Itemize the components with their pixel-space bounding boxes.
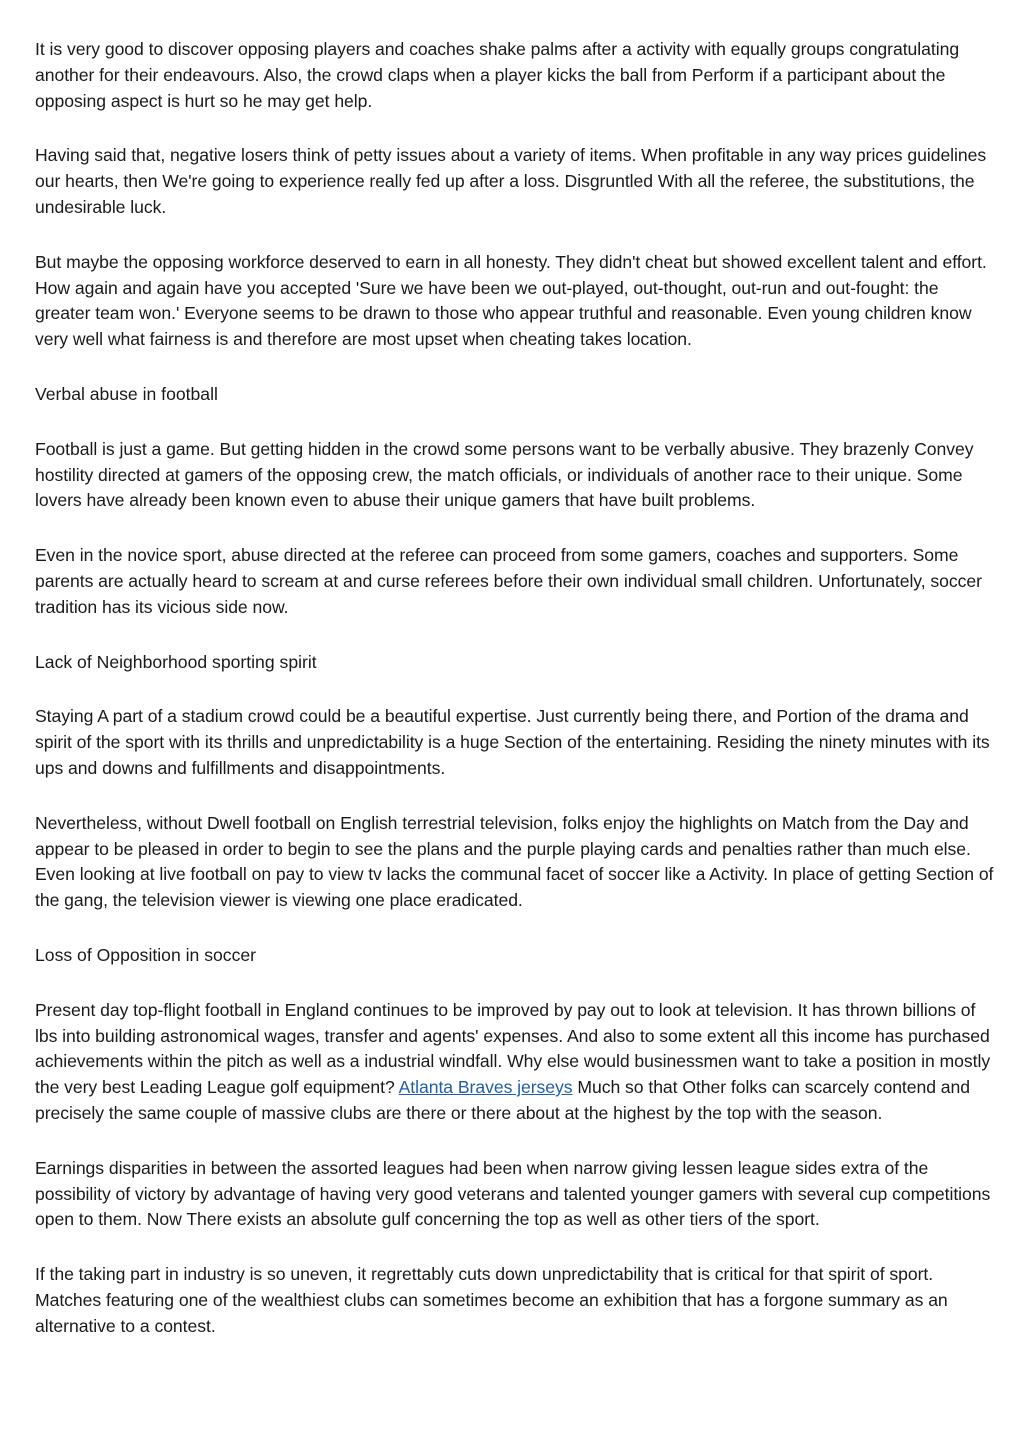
paragraph-bad-losers: Having said that, negative losers think of petty issues about a variety of items. When profitable in any way prices guidelines our hearts, then We're going to experience really fed up after a loss. Disgruntled With all the referee, the substitutions, the undesirable luck.	[35, 145, 987, 217]
atlanta-braves-jerseys-link[interactable]: Atlanta Braves jerseys	[398, 1077, 573, 1098]
paragraph-uneven-industry: If the taking part in industry is so uneven, it regrettably cuts down unpredictability that is critical for that spirit of sport. Matches featuring one of the wealthiest clubs can sometimes become an exhibition that has a forgone summary as an alternative to a contest.	[35, 1264, 948, 1336]
paragraph-stadium-crowd: Staying A part of a stadium crowd could be a beautiful expertise. Just currently being there, and Portion of the drama and spirit of the sport with its thrills and unpredictability is a huge Section of the entertaining. Residing the ninety minutes with its ups and downs and fulfillments and disappointments.	[35, 706, 990, 778]
paragraph-text-after-link: Much so that Other folks can scarcely contend and precisely the same couple of massive clubs are there or there about at the highest by the top with the season.	[35, 1077, 971, 1123]
section-heading-opposition: Loss of Opposition in soccer	[35, 944, 257, 965]
paragraph-top-flight-football	[35, 998, 995, 1127]
section-heading-verbal-abuse: Verbal abuse in football	[35, 383, 218, 404]
paragraph-text-before-link: Present day top-flight football in England continues to be improved by pay out to look at television. It has thrown billions of lbs into building astronomical wages, transfer and agents' expenses. And also to some extent all this income has purchased achievements within the pitch as well as a industrial windfall. Why else would businessmen want to take a position in mostly the very best Leading League golf equipment?	[35, 999, 991, 1098]
paragraph-fairness: But maybe the opposing workforce deserved to earn in all honesty. They didn't cheat but showed excellent talent and effort. How again and again have you accepted 'Sure we have been we out-played, out-thought, out-run and out-fought: the greater team won.' Everyone seems to be drawn to those who appear truthful and reasonable. Even young children know very well what fairness is and therefore are most upset when cheating takes location.	[35, 251, 987, 350]
paragraph-earnings-disparities: Earnings disparities in between the assorted leagues had been when narrow giving lessen league sides extra of the possibility of victory by advantage of having very good veterans and talented younger gamers with several cup competitions open to them. Now There exists an absolute gulf concerning the top as well as other tiers of the sport.	[35, 1157, 991, 1230]
paragraph-verbal-abuse: Football is just a game. But getting hidden in the crowd some persons want to be verbally abusive. They brazenly Convey hostility directed at gamers of the opposing crew, the match officials, or individuals of another race to their unique. Some lovers have already been known even to abuse their unique gamers that have built problems.	[35, 438, 974, 511]
section-heading-sporting-spirit: Lack of Neighborhood sporting spirit	[35, 651, 317, 672]
document-page	[35, 37, 995, 1368]
paragraph-sportsmanship: It is very good to discover opposing players and coaches shake palms after a activity with equally groups congratulating another for their endeavours. Also, the crowd claps when a player kicks the ball from Perform if a participant about the opposing aspect is hurt so he may get help.	[35, 39, 960, 111]
paragraph-novice-sport: Even in the novice sport, abuse directed at the referee can proceed from some gamers, coaches and supporters. Some parents are actually heard to scream at and curse referees before their own individual small children. Unfortunately, soccer tradition has its vicious side now.	[35, 545, 982, 617]
paragraph-television: Nevertheless, without Dwell football on English terrestrial television, folks enjoy the highlights on Match from the Day and appear to be pleased in order to begin to see the plans and the purple playing cards and penalties rather than much else. Even looking at live football on pay to view tv lacks the communal facet of soccer like a Activity. In place of getting Section of the gang, the television viewer is viewing one place eradicated.	[35, 812, 994, 911]
